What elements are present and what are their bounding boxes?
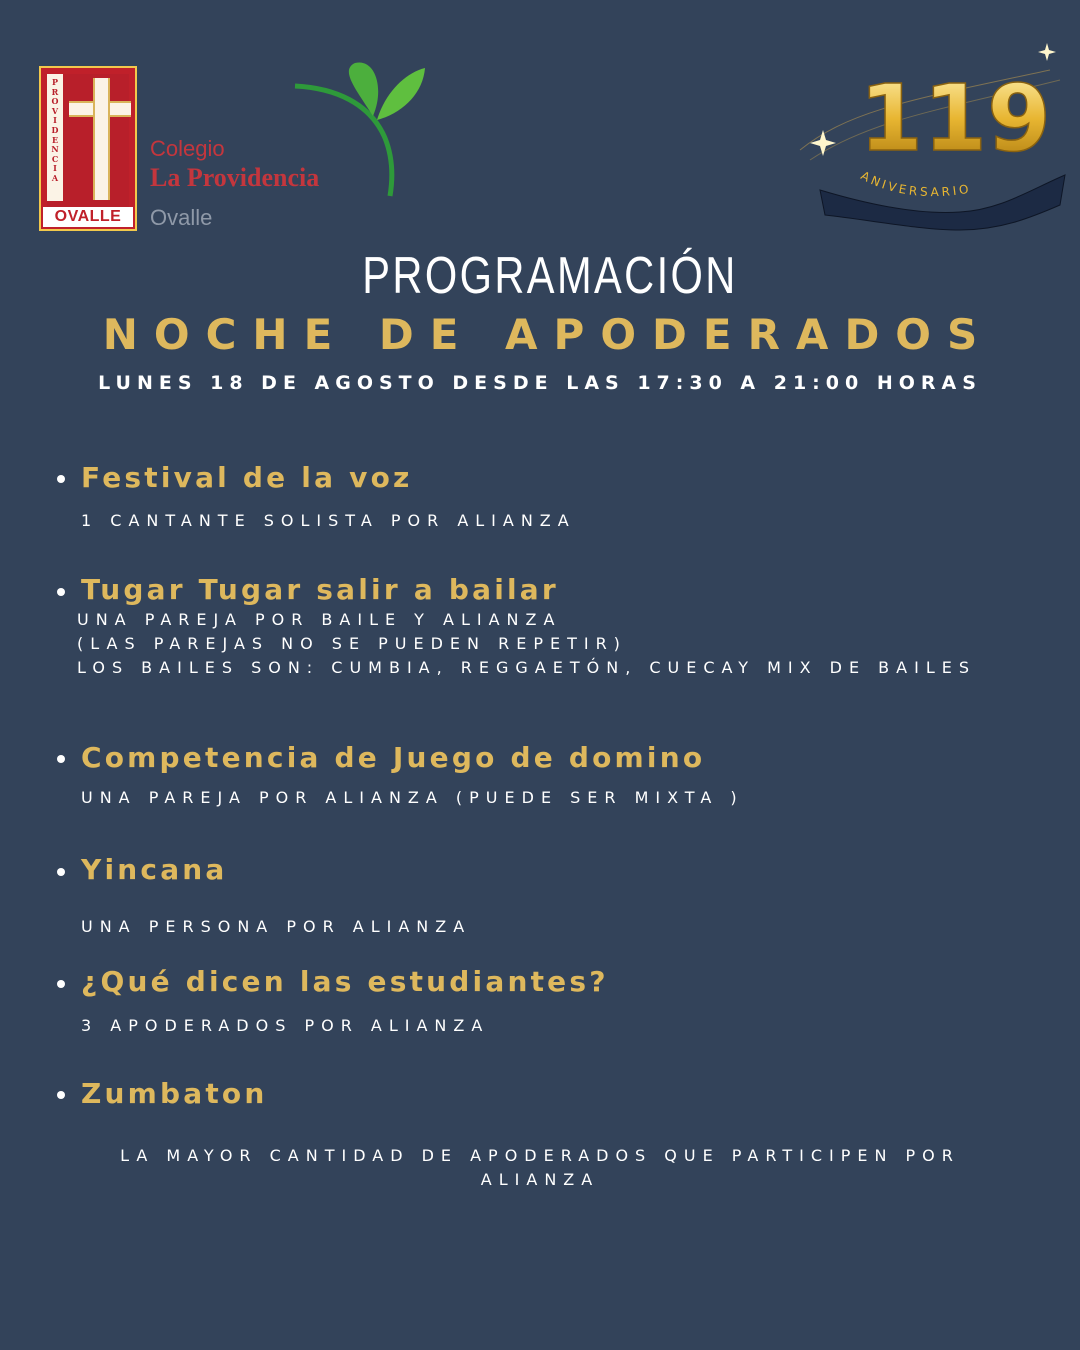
crest-letters: P R O V I D E N C I A bbox=[51, 77, 59, 183]
page-title: PROGRAMACIÓN bbox=[362, 247, 738, 305]
anniversary-number: 119 bbox=[858, 65, 1052, 172]
item-desc: UNA PERSONA POR ALIANZA bbox=[81, 917, 472, 936]
item-title: Tugar Tugar salir a bailar bbox=[81, 573, 559, 606]
school-name-line1: Colegio bbox=[150, 136, 225, 161]
bullet-icon bbox=[57, 588, 65, 596]
anniversary-badge bbox=[790, 40, 1075, 240]
event-date: LUNES 18 DE AGOSTO DESDE LAS 17:30 A 21:00 HORAS bbox=[98, 372, 982, 394]
item-desc: ALIANZA bbox=[480, 1170, 600, 1189]
cross-icon bbox=[93, 78, 110, 200]
item-desc: 1 CANTANTE SOLISTA POR ALIANZA bbox=[81, 511, 576, 530]
bullet-icon bbox=[57, 980, 65, 988]
crest-bottom-label: OVALLE bbox=[43, 207, 133, 227]
bullet-icon bbox=[57, 1091, 65, 1099]
item-desc: LOS BAILES SON: CUMBIA, REGGAETÓN, CUECAY MIX DE BAILES bbox=[77, 658, 976, 677]
item-title: Zumbaton bbox=[81, 1077, 268, 1110]
item-desc: 3 APODERADOS POR ALIANZA bbox=[81, 1016, 490, 1035]
item-title: Yincana bbox=[81, 853, 228, 886]
event-title: NOCHE DE APODERADOS bbox=[102, 310, 994, 359]
item-desc: UNA PAREJA POR BAILE Y ALIANZA bbox=[77, 610, 562, 629]
item-title: Competencia de Juego de domino bbox=[81, 741, 706, 774]
bullet-icon bbox=[57, 755, 65, 763]
item-desc: (LAS PAREJAS NO SE PUEDEN REPETIR) bbox=[77, 634, 627, 653]
bullet-icon bbox=[57, 868, 65, 876]
school-name-line2: La Providencia bbox=[150, 163, 320, 192]
item-title: Festival de la voz bbox=[81, 461, 413, 494]
school-name-line3: Ovalle bbox=[150, 205, 213, 230]
school-crest-logo bbox=[39, 66, 137, 231]
item-desc: LA MAYOR CANTIDAD DE APODERADOS QUE PARTICIPEN POR bbox=[120, 1146, 960, 1165]
item-title: ¿Qué dicen las estudiantes? bbox=[81, 965, 609, 998]
bullet-icon bbox=[57, 475, 65, 483]
item-desc: UNA PAREJA POR ALIANZA (PUEDE SER MIXTA ) bbox=[81, 788, 744, 807]
anniversary-label: ANIVERSARIO bbox=[858, 168, 973, 200]
